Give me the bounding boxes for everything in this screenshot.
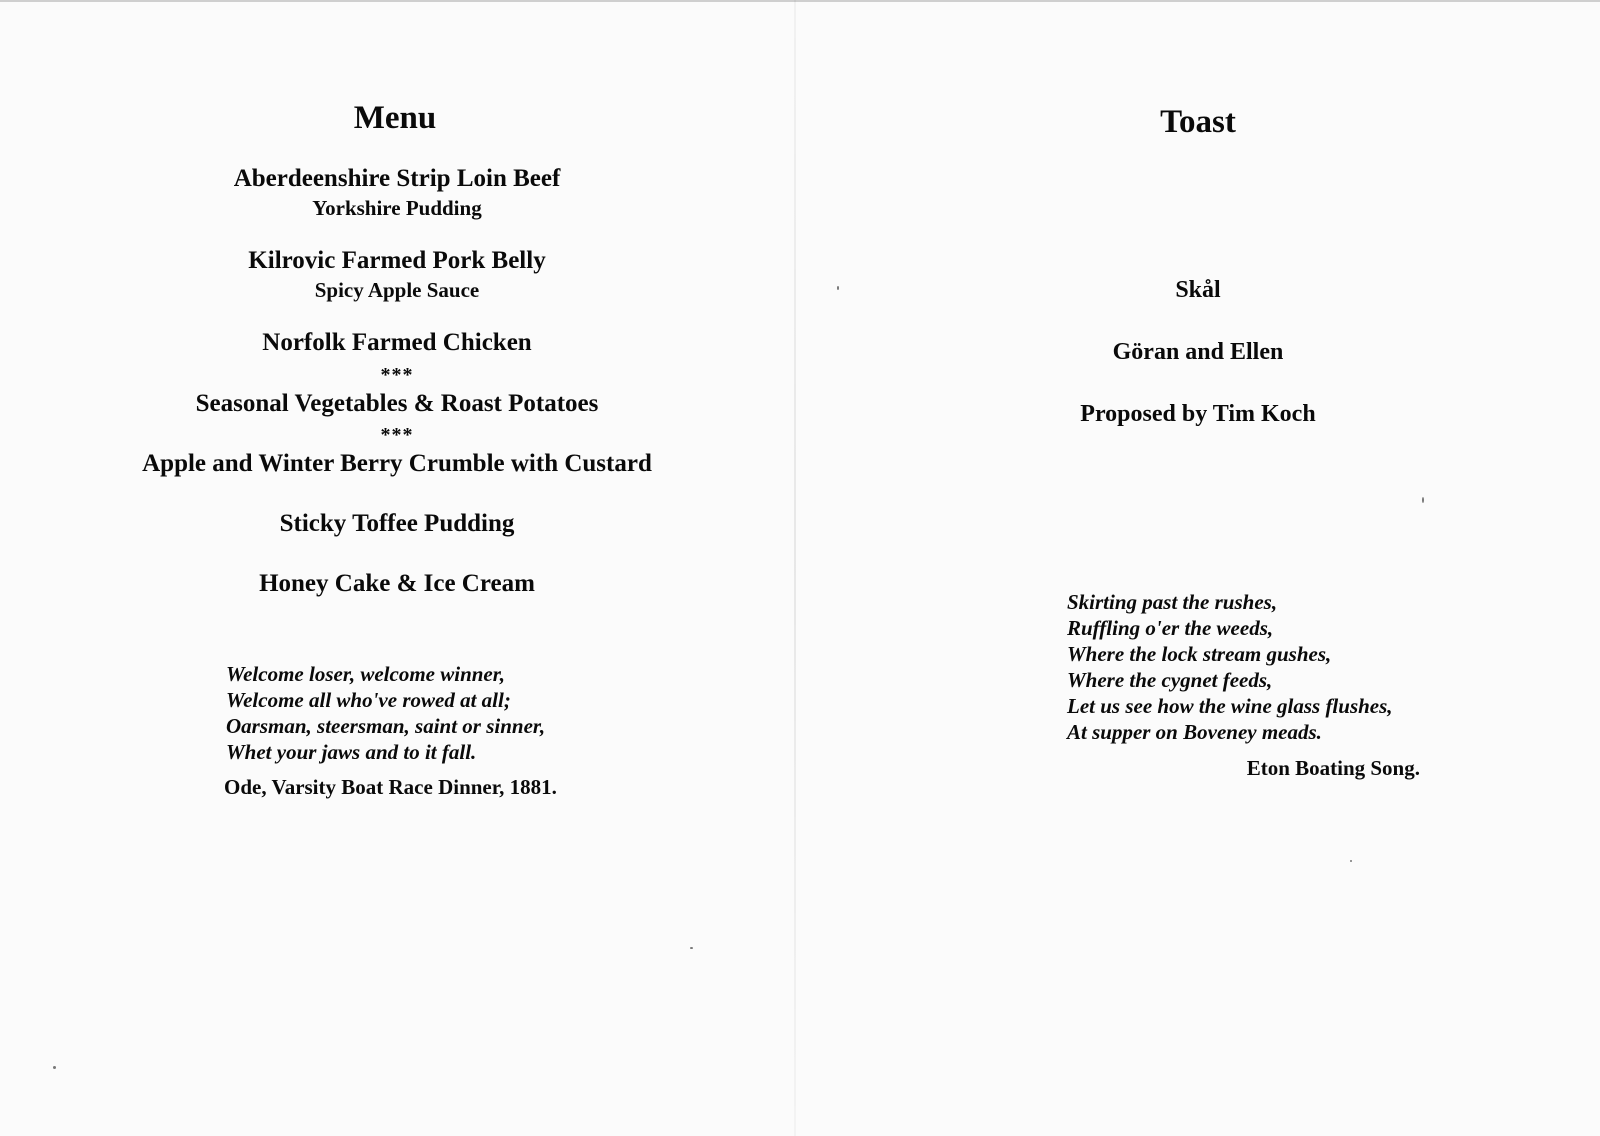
verse-line: Oarsman, steersman, saint or sinner, (226, 714, 546, 738)
verse-line: Skirting past the rushes, (1067, 590, 1278, 614)
menu-accompaniment: Yorkshire Pudding (312, 196, 482, 220)
menu-dish: Norfolk Farmed Chicken (262, 329, 532, 356)
menu-dish: Kilrovic Farmed Pork Belly (248, 247, 546, 274)
verse-line: At supper on Boveney meads. (1067, 720, 1322, 744)
menu-dish: Seasonal Vegetables & Roast Potatoes (195, 390, 599, 417)
verse-line: Welcome all who've rowed at all; (226, 688, 511, 712)
verse-line: Ruffling o'er the weeds, (1067, 616, 1274, 640)
menu-dish: Sticky Toffee Pudding (279, 510, 515, 537)
menu-dish: Honey Cake & Ice Cream (259, 570, 535, 597)
menu-verse (226, 661, 545, 765)
menu-dish: Aberdeenshire Strip Loin Beef (233, 165, 561, 192)
toast-line: Proposed by Tim Koch (1080, 401, 1316, 427)
verse-attribution: Ode, Varsity Boat Race Dinner, 1881. (224, 775, 557, 799)
menu-page (0, 0, 794, 1136)
course-separator: *** (380, 364, 414, 386)
course-separator: *** (380, 424, 414, 446)
verse-line: Whet your jaws and to it fall. (226, 740, 477, 764)
toast-page (796, 0, 1600, 1136)
verse-line: Where the lock stream gushes, (1067, 642, 1332, 666)
verse-line: Let us see how the wine glass flushes, (1067, 694, 1393, 718)
verse-line: Where the cygnet feeds, (1067, 668, 1273, 692)
verse-attribution: Eton Boating Song. (1246, 756, 1420, 780)
toast-line: Göran and Ellen (1112, 339, 1284, 365)
toast-verse (1067, 589, 1393, 745)
verse-line: Welcome loser, welcome winner, (226, 662, 506, 686)
toast-title: Toast (1160, 104, 1236, 140)
menu-dish: Apple and Winter Berry Crumble with Custard (142, 450, 652, 477)
toast-line: Skål (1175, 277, 1221, 303)
menu-accompaniment: Spicy Apple Sauce (314, 278, 480, 302)
menu-title: Menu (353, 100, 437, 136)
